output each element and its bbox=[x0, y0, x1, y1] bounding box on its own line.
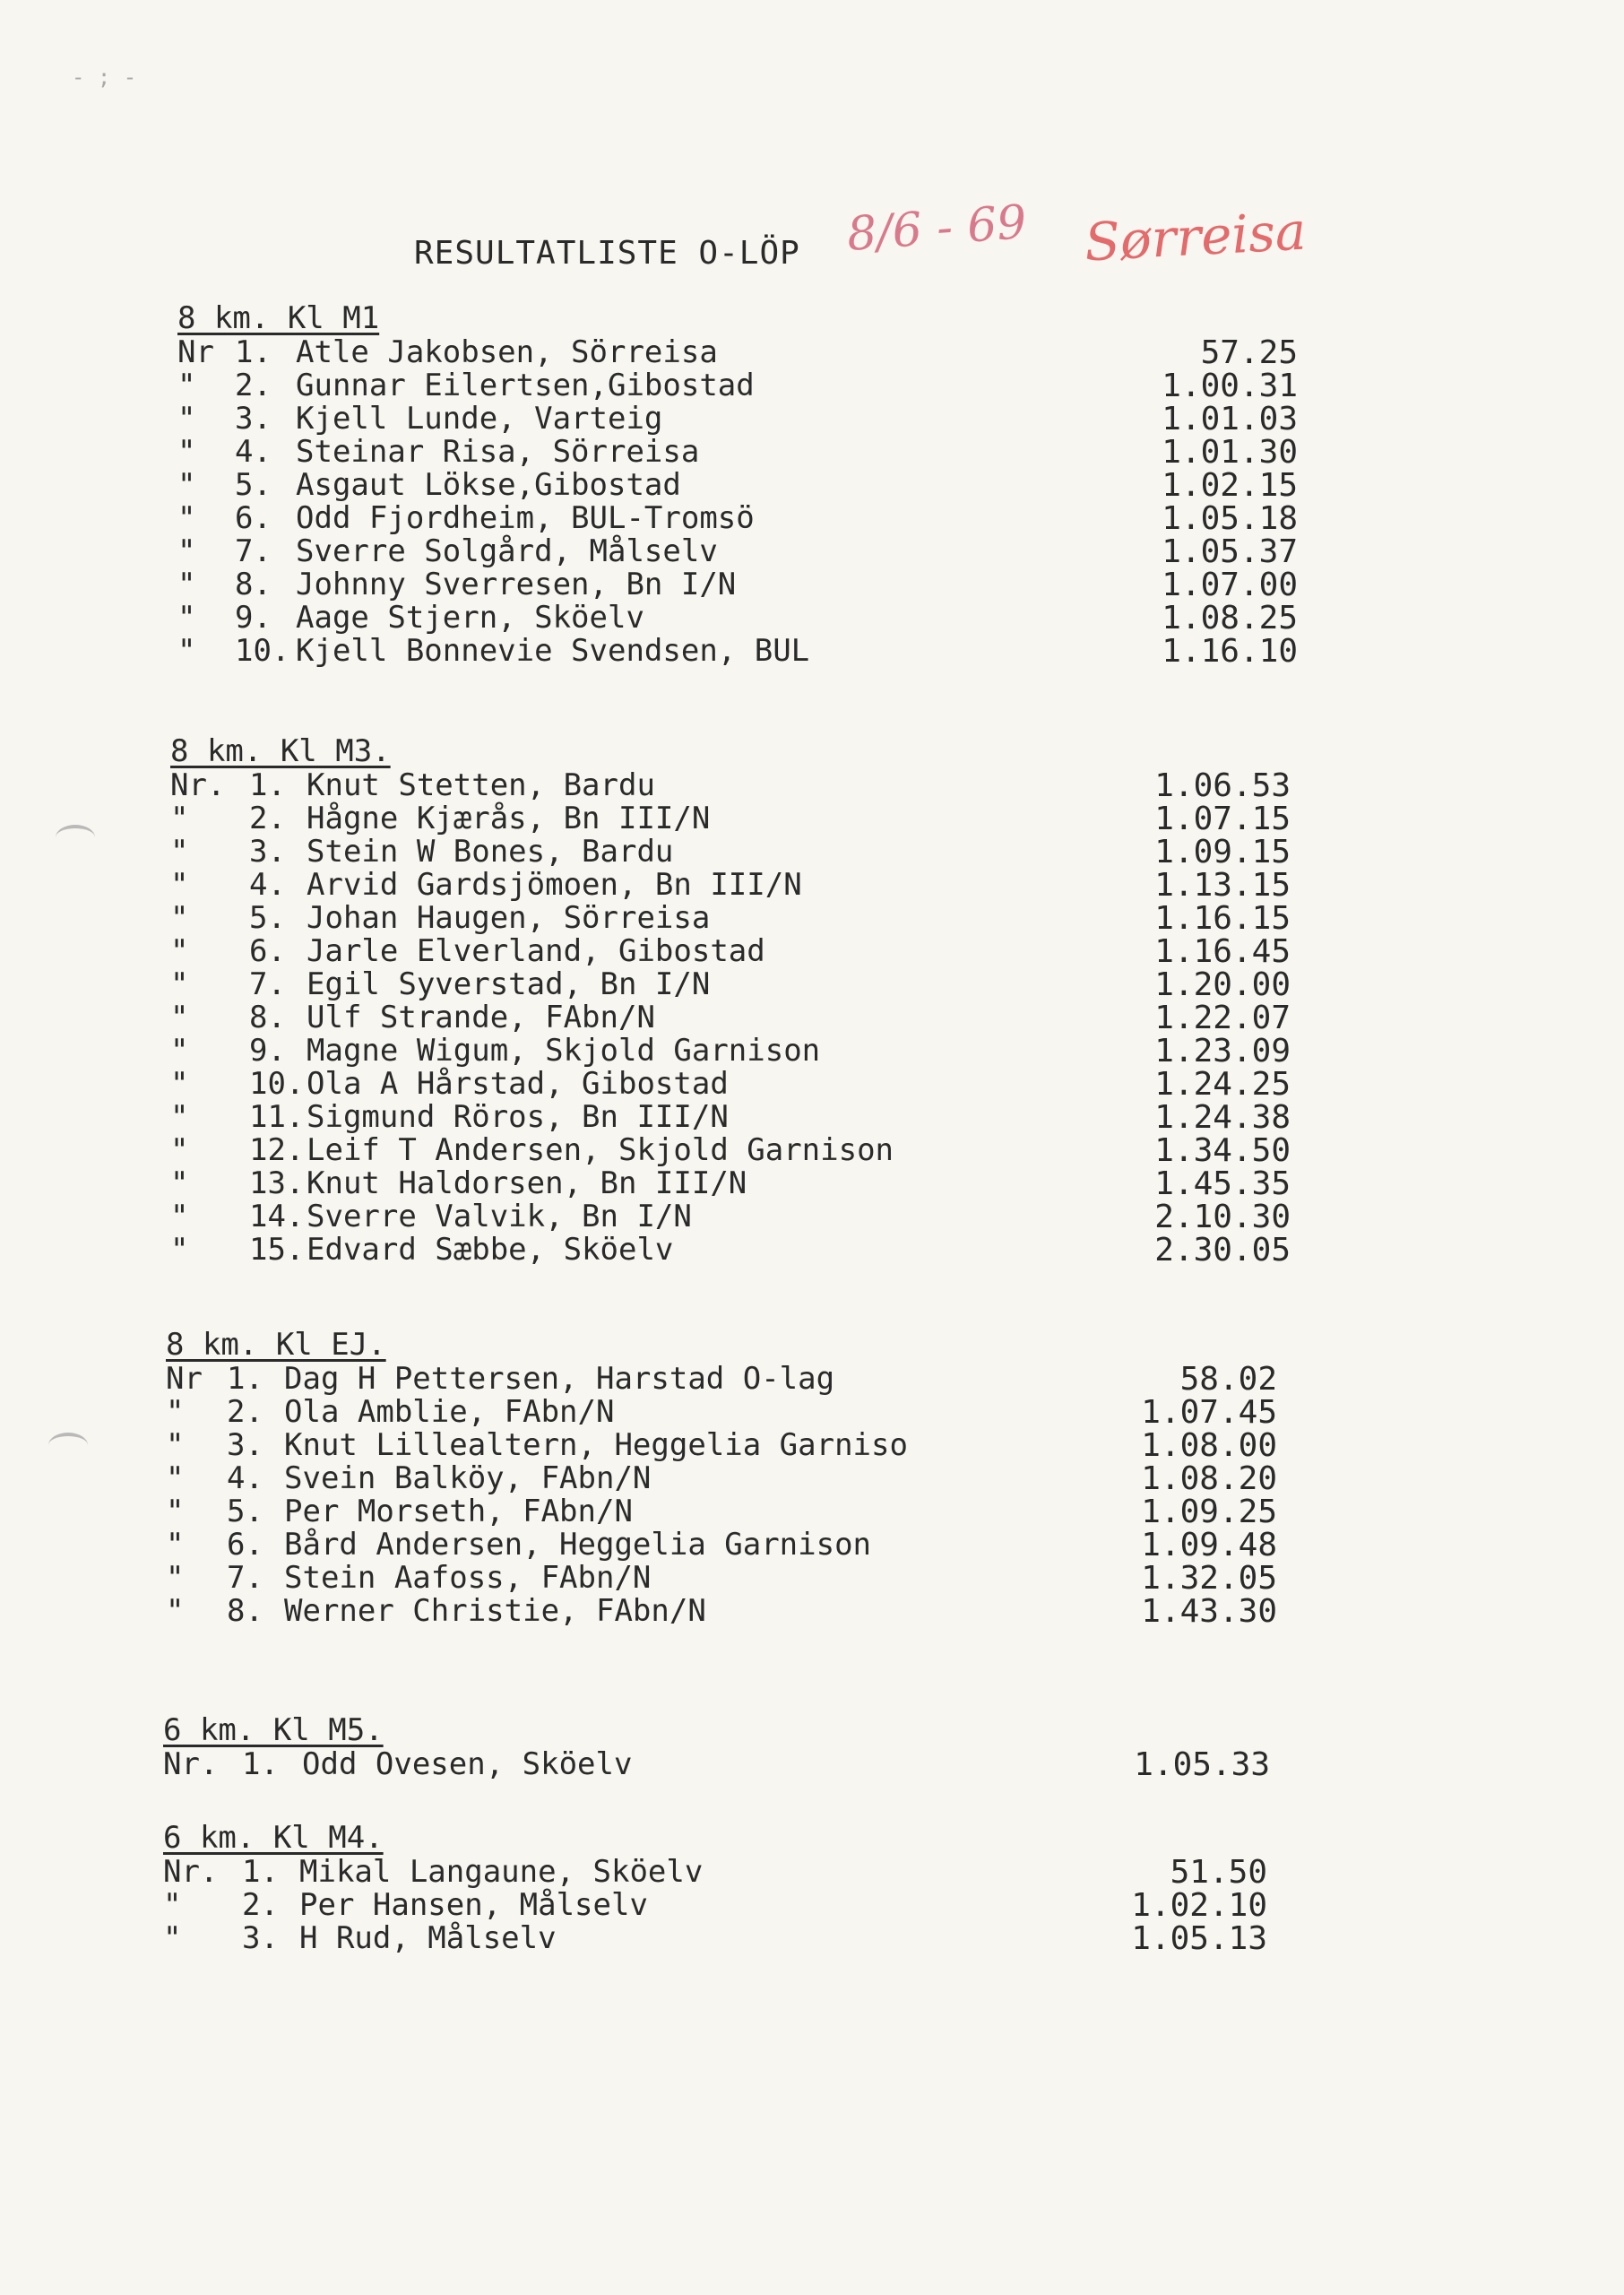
finish-time: 2.30.05 bbox=[1154, 1232, 1291, 1269]
placement-number: 8. bbox=[249, 1000, 286, 1035]
row-prefix: " bbox=[177, 567, 196, 602]
finish-time: 1.07.15 bbox=[1154, 801, 1291, 837]
result-row bbox=[170, 836, 1291, 869]
finish-time: 1.24.38 bbox=[1154, 1099, 1291, 1136]
result-row bbox=[177, 568, 1298, 602]
section-heading: 8 km. Kl M1 bbox=[177, 300, 380, 336]
finish-time: 1.16.15 bbox=[1154, 900, 1291, 937]
finish-time: 1.16.45 bbox=[1154, 933, 1291, 970]
row-prefix: " bbox=[166, 1427, 185, 1463]
runner-name-club: Dag H Pettersen, Harstad O-lag bbox=[284, 1361, 835, 1397]
placement-number: 8. bbox=[227, 1593, 263, 1629]
row-prefix: Nr bbox=[177, 334, 214, 370]
row-prefix: " bbox=[170, 1232, 189, 1268]
finish-time: 1.01.03 bbox=[1162, 401, 1298, 437]
row-prefix: " bbox=[170, 801, 189, 836]
row-prefix: " bbox=[170, 1033, 189, 1069]
placement-number: 5. bbox=[227, 1494, 263, 1529]
runner-name-club: Johnny Sverresen, Bn I/N bbox=[296, 567, 737, 602]
result-row bbox=[166, 1529, 1277, 1562]
runner-name-club: Per Morseth, FAbn/N bbox=[284, 1494, 633, 1529]
finish-time: 1.01.30 bbox=[1162, 434, 1298, 471]
placement-number: 3. bbox=[249, 834, 286, 870]
placement-number: 4. bbox=[235, 434, 272, 470]
result-row bbox=[163, 1889, 1267, 1922]
result-row bbox=[170, 1035, 1291, 1068]
result-row bbox=[166, 1462, 1277, 1495]
section-heading: 8 km. Kl EJ. bbox=[166, 1327, 386, 1363]
result-row bbox=[163, 1856, 1267, 1889]
finish-time: 1.32.05 bbox=[1141, 1560, 1277, 1597]
placement-number: 14. bbox=[249, 1199, 305, 1234]
result-row bbox=[163, 1748, 1270, 1781]
row-prefix: " bbox=[170, 900, 189, 936]
row-prefix: " bbox=[166, 1460, 185, 1496]
placement-number: 1. bbox=[242, 1746, 279, 1782]
row-prefix: " bbox=[166, 1394, 185, 1430]
row-prefix: " bbox=[170, 966, 189, 1002]
result-row bbox=[166, 1396, 1277, 1429]
placement-number: 1. bbox=[227, 1361, 263, 1397]
runner-name-club: Hågne Kjærås, Bn III/N bbox=[307, 801, 711, 836]
placement-number: 12. bbox=[249, 1132, 305, 1168]
placement-number: 9. bbox=[235, 600, 272, 636]
row-prefix: " bbox=[170, 867, 189, 903]
finish-time: 1.09.25 bbox=[1141, 1494, 1277, 1530]
result-row bbox=[177, 602, 1298, 635]
finish-time: 58.02 bbox=[1179, 1361, 1277, 1398]
row-prefix: " bbox=[177, 500, 196, 536]
placement-number: 2. bbox=[227, 1394, 263, 1430]
row-prefix: " bbox=[177, 600, 196, 636]
placement-number: 6. bbox=[235, 500, 272, 536]
runner-name-club: Ulf Strande, FAbn/N bbox=[307, 1000, 655, 1035]
row-prefix: " bbox=[170, 1132, 189, 1168]
results-section bbox=[163, 1820, 1267, 1955]
placement-number: 15. bbox=[249, 1232, 305, 1268]
section-heading: 6 km. Kl M5. bbox=[163, 1712, 384, 1748]
placement-number: 1. bbox=[249, 767, 286, 803]
result-row bbox=[170, 1001, 1291, 1035]
row-prefix: " bbox=[177, 633, 196, 669]
row-prefix: Nr. bbox=[163, 1854, 219, 1890]
result-row bbox=[166, 1562, 1277, 1595]
row-prefix: " bbox=[170, 1099, 189, 1135]
runner-name-club: Ola A Hårstad, Gibostad bbox=[307, 1066, 729, 1102]
result-row bbox=[163, 1922, 1267, 1955]
finish-time: 1.09.15 bbox=[1154, 834, 1291, 870]
result-row bbox=[170, 869, 1291, 902]
row-prefix: " bbox=[170, 933, 189, 969]
finish-time: 1.08.20 bbox=[1141, 1460, 1277, 1497]
runner-name-club: Aage Stjern, Sköelv bbox=[296, 600, 644, 636]
result-row bbox=[170, 902, 1291, 935]
row-prefix: " bbox=[177, 401, 196, 437]
runner-name-club: Asgaut Lökse,Gibostad bbox=[296, 467, 681, 503]
finish-time: 1.16.10 bbox=[1162, 633, 1298, 670]
handwritten-date: 8/6 - 69 bbox=[845, 195, 1029, 262]
finish-time: 1.00.31 bbox=[1162, 368, 1298, 404]
finish-time: 57.25 bbox=[1200, 334, 1298, 371]
row-prefix: " bbox=[166, 1593, 185, 1629]
runner-name-club: Leif T Andersen, Skjold Garnison bbox=[307, 1132, 894, 1168]
runner-name-club: Gunnar Eilertsen,Gibostad bbox=[296, 368, 755, 403]
row-prefix: Nr bbox=[166, 1361, 203, 1397]
handwritten-place: Sørreisa bbox=[1083, 200, 1308, 273]
result-row bbox=[170, 1101, 1291, 1134]
finish-time: 1.09.48 bbox=[1141, 1527, 1277, 1563]
finish-time: 1.45.35 bbox=[1154, 1165, 1291, 1202]
placement-number: 13. bbox=[249, 1165, 305, 1201]
results-section bbox=[170, 733, 1291, 1267]
placement-number: 5. bbox=[249, 900, 286, 936]
finish-time: 1.02.15 bbox=[1162, 467, 1298, 504]
finish-time: 1.07.00 bbox=[1162, 567, 1298, 603]
result-row bbox=[166, 1595, 1277, 1628]
corner-marks: - ; - bbox=[72, 65, 137, 90]
result-row bbox=[177, 469, 1298, 502]
placement-number: 10. bbox=[249, 1066, 305, 1102]
runner-name-club: Kjell Bonnevie Svendsen, BUL bbox=[296, 633, 810, 669]
result-row bbox=[177, 535, 1298, 568]
finish-time: 1.34.50 bbox=[1154, 1132, 1291, 1169]
runner-name-club: Knut Lillealtern, Heggelia Garniso bbox=[284, 1427, 908, 1463]
punch-hole-mark bbox=[48, 1433, 88, 1458]
runner-name-club: Knut Haldorsen, Bn III/N bbox=[307, 1165, 747, 1201]
results-section bbox=[163, 1712, 1270, 1781]
finish-time: 1.05.33 bbox=[1134, 1746, 1270, 1783]
result-row bbox=[177, 336, 1298, 369]
row-prefix: " bbox=[166, 1560, 185, 1596]
finish-time: 51.50 bbox=[1170, 1854, 1267, 1891]
row-prefix: " bbox=[163, 1920, 182, 1956]
placement-number: 4. bbox=[227, 1460, 263, 1496]
runner-name-club: Odd Fjordheim, BUL-Tromsö bbox=[296, 500, 755, 536]
finish-time: 1.13.15 bbox=[1154, 867, 1291, 904]
placement-number: 6. bbox=[227, 1527, 263, 1563]
runner-name-club: Jarle Elverland, Gibostad bbox=[307, 933, 765, 969]
result-row bbox=[170, 968, 1291, 1001]
document-title: RESULTATLISTE O-LÖP bbox=[414, 235, 800, 272]
result-row bbox=[177, 403, 1298, 436]
row-prefix: Nr. bbox=[163, 1746, 219, 1782]
runner-name-club: Stein W Bones, Bardu bbox=[307, 834, 674, 870]
runner-name-club: Magne Wigum, Skjold Garnison bbox=[307, 1033, 821, 1069]
runner-name-club: Svein Balköy, FAbn/N bbox=[284, 1460, 652, 1496]
placement-number: 2. bbox=[235, 368, 272, 403]
result-row bbox=[170, 769, 1291, 802]
placement-number: 9. bbox=[249, 1033, 286, 1069]
placement-number: 2. bbox=[242, 1887, 279, 1923]
section-heading: 6 km. Kl M4. bbox=[163, 1820, 384, 1856]
placement-number: 2. bbox=[249, 801, 286, 836]
row-prefix: " bbox=[177, 434, 196, 470]
runner-name-club: Kjell Lunde, Varteig bbox=[296, 401, 663, 437]
result-row bbox=[170, 1134, 1291, 1167]
punch-hole-mark bbox=[56, 825, 95, 850]
results-section bbox=[177, 300, 1298, 668]
finish-time: 1.08.00 bbox=[1141, 1427, 1277, 1464]
placement-number: 1. bbox=[242, 1854, 279, 1890]
result-row bbox=[170, 1167, 1291, 1200]
placement-number: 7. bbox=[227, 1560, 263, 1596]
placement-number: 5. bbox=[235, 467, 272, 503]
result-row bbox=[177, 502, 1298, 535]
runner-name-club: Stein Aafoss, FAbn/N bbox=[284, 1560, 652, 1596]
placement-number: 6. bbox=[249, 933, 286, 969]
runner-name-club: Arvid Gardsjömoen, Bn III/N bbox=[307, 867, 802, 903]
row-prefix: " bbox=[166, 1527, 185, 1563]
runner-name-club: Atle Jakobsen, Sörreisa bbox=[296, 334, 718, 370]
placement-number: 4. bbox=[249, 867, 286, 903]
finish-time: 1.08.25 bbox=[1162, 600, 1298, 637]
runner-name-club: Egil Syverstad, Bn I/N bbox=[307, 966, 711, 1002]
row-prefix: " bbox=[166, 1494, 185, 1529]
finish-time: 1.05.13 bbox=[1131, 1920, 1267, 1957]
placement-number: 3. bbox=[235, 401, 272, 437]
results-section bbox=[166, 1327, 1277, 1628]
result-row bbox=[170, 935, 1291, 968]
runner-name-club: Ola Amblie, FAbn/N bbox=[284, 1394, 615, 1430]
runner-name-club: Sverre Solgård, Målselv bbox=[296, 533, 718, 569]
runner-name-club: Edvard Sæbbe, Sköelv bbox=[307, 1232, 674, 1268]
finish-time: 1.22.07 bbox=[1154, 1000, 1291, 1036]
section-heading: 8 km. Kl M3. bbox=[170, 733, 391, 769]
result-row bbox=[177, 369, 1298, 403]
row-prefix: " bbox=[170, 1199, 189, 1234]
row-prefix: " bbox=[170, 1165, 189, 1201]
row-prefix: " bbox=[170, 1000, 189, 1035]
row-prefix: " bbox=[170, 834, 189, 870]
finish-time: 1.02.10 bbox=[1131, 1887, 1267, 1924]
runner-name-club: Odd Ovesen, Sköelv bbox=[302, 1746, 633, 1782]
result-row bbox=[170, 1200, 1291, 1234]
runner-name-club: Steinar Risa, Sörreisa bbox=[296, 434, 700, 470]
placement-number: 3. bbox=[227, 1427, 263, 1463]
runner-name-club: Werner Christie, FAbn/N bbox=[284, 1593, 706, 1629]
result-row bbox=[170, 802, 1291, 836]
row-prefix: Nr. bbox=[170, 767, 226, 803]
finish-time: 1.07.45 bbox=[1141, 1394, 1277, 1431]
result-row bbox=[177, 635, 1298, 668]
row-prefix: " bbox=[177, 533, 196, 569]
runner-name-club: H Rud, Målselv bbox=[299, 1920, 557, 1956]
finish-time: 1.05.37 bbox=[1162, 533, 1298, 570]
placement-number: 8. bbox=[235, 567, 272, 602]
placement-number: 3. bbox=[242, 1920, 279, 1956]
result-row bbox=[166, 1429, 1277, 1462]
result-row bbox=[166, 1495, 1277, 1529]
placement-number: 7. bbox=[249, 966, 286, 1002]
runner-name-club: Per Hansen, Målselv bbox=[299, 1887, 648, 1923]
result-row bbox=[166, 1363, 1277, 1396]
runner-name-club: Mikal Langaune, Sköelv bbox=[299, 1854, 704, 1890]
row-prefix: " bbox=[170, 1066, 189, 1102]
runner-name-club: Knut Stetten, Bardu bbox=[307, 767, 655, 803]
row-prefix: " bbox=[177, 467, 196, 503]
placement-number: 7. bbox=[235, 533, 272, 569]
result-row bbox=[170, 1068, 1291, 1101]
row-prefix: " bbox=[163, 1887, 182, 1923]
finish-time: 1.05.18 bbox=[1162, 500, 1298, 537]
finish-time: 1.23.09 bbox=[1154, 1033, 1291, 1070]
result-row bbox=[177, 436, 1298, 469]
row-prefix: " bbox=[177, 368, 196, 403]
finish-time: 1.43.30 bbox=[1141, 1593, 1277, 1630]
runner-name-club: Bård Andersen, Heggelia Garnison bbox=[284, 1527, 872, 1563]
finish-time: 2.10.30 bbox=[1154, 1199, 1291, 1235]
runner-name-club: Johan Haugen, Sörreisa bbox=[307, 900, 711, 936]
runner-name-club: Sigmund Röros, Bn III/N bbox=[307, 1099, 729, 1135]
finish-time: 1.20.00 bbox=[1154, 966, 1291, 1003]
result-row bbox=[170, 1234, 1291, 1267]
placement-number: 1. bbox=[235, 334, 272, 370]
runner-name-club: Sverre Valvik, Bn I/N bbox=[307, 1199, 692, 1234]
finish-time: 1.06.53 bbox=[1154, 767, 1291, 804]
finish-time: 1.24.25 bbox=[1154, 1066, 1291, 1103]
placement-number: 10. bbox=[235, 633, 290, 669]
placement-number: 11. bbox=[249, 1099, 305, 1135]
